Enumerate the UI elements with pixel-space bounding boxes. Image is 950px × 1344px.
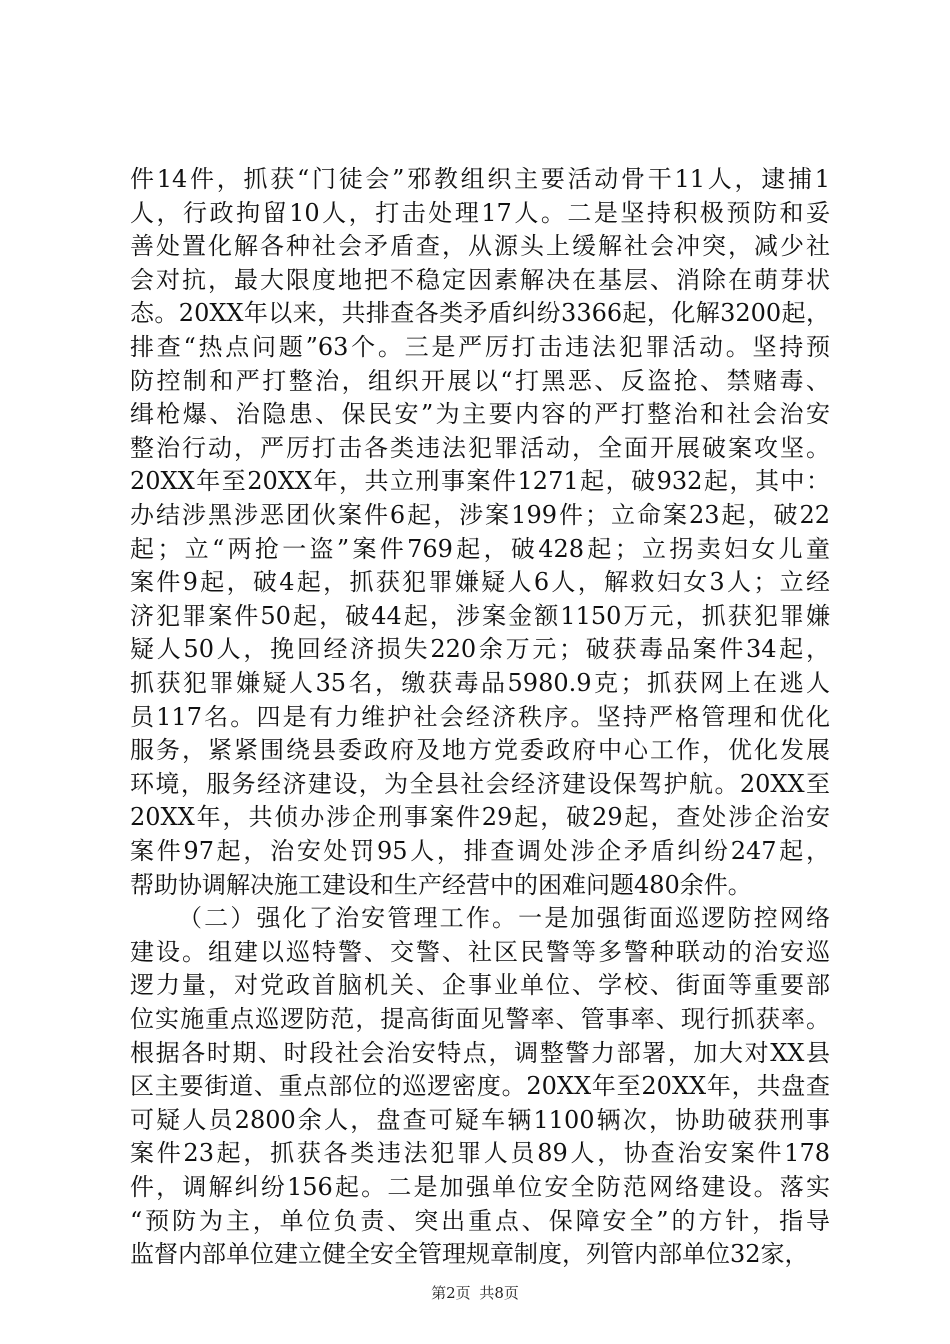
text-line: 抓获犯罪嫌疑人35名，缴获毒品5980.9克；抓获网上在逃人 — [130, 669, 830, 697]
text-line: 区主要街道、重点部位的巡逻密度。20XX年至20XX年，共盘查 — [130, 1072, 830, 1101]
text-line: 可疑人员2800余人，盘查可疑车辆1100辆次，协助破获刑事 — [130, 1105, 830, 1134]
page-total: 共8页 — [479, 1284, 519, 1302]
text-line: 件14件，抓获“门徒会”邪教组织主要活动骨干11人，逮捕1 — [130, 165, 830, 193]
text-line: 态。20XX年以来，共排查各类矛盾纠纷3366起，化解3200起， — [130, 299, 830, 328]
text-line: 缉枪爆、治隐患、保民安”为主要内容的严打整治和社会治安 — [130, 400, 830, 429]
text-line: 排查“热点问题”63个。三是严厉打击违法犯罪活动。坚持预 — [130, 333, 830, 361]
text-line: 逻力量，对党政首脑机关、企事业单位、学校、街面等重要部 — [130, 971, 830, 1000]
text-line: 建设。组建以巡特警、交警、社区民警等多警种联动的治安巡 — [130, 937, 830, 966]
text-line: 疑人50人，挽回经济损失220余万元；破获毒品案件34起， — [130, 635, 830, 664]
text-line: 20XX年至20XX年，共立刑事案件1271起，破932起，其中： — [130, 467, 830, 496]
text-line: 善处置化解各种社会矛盾查，从源头上缓解社会冲突，减少社 — [130, 232, 830, 261]
text-line: 办结涉黑涉恶团伙案件6起，涉案199件；立命案23起，破22 — [130, 501, 830, 529]
text-line: 案件9起，破4起，抓获犯罪嫌疑人6人，解救妇女3人；立经 — [130, 568, 830, 597]
page-footer — [0, 1282, 950, 1303]
text-line: 案件23起，抓获各类违法犯罪人员89人，协查治安案件178 — [130, 1139, 830, 1168]
text-line: 20XX年，共侦办涉企刑事案件29起，破29起，查处涉企治安 — [130, 803, 830, 832]
text-line: 帮助协调解决施工建设和生产经营中的困难问题480余件。 — [130, 870, 752, 899]
text-line: 位实施重点巡逻防范，提高街面见警率、管事率、现行抓获率。 — [130, 1005, 830, 1033]
text-line: 服务，紧紧围绕县委政府及地方党委政府中心工作，优化发展 — [130, 736, 830, 765]
text-line: 件，调解纠纷156起。二是加强单位安全防范网络建设。落实 — [130, 1173, 830, 1201]
text-line: 起；立“两抢一盗”案件769起，破428起；立拐卖妇女儿童 — [130, 534, 830, 563]
text-line: 济犯罪案件50起，破44起，涉案金额1150万元，抓获犯罪嫌 — [130, 601, 830, 630]
text-line: 人，行政拘留10人，打击处理17人。二是坚持积极预防和妥 — [130, 198, 830, 227]
text-line: 环境，服务经济建设，为全县社会经济建设保驾护航。20XX至 — [130, 769, 830, 798]
text-line: 防控制和严打整治，组织开展以“打黑恶、反盗抢、禁赌毒、 — [130, 366, 830, 395]
page-number: 第2页 — [431, 1284, 471, 1302]
text-line: “预防为主，单位负责、突出重点、保障安全”的方针，指导 — [130, 1206, 830, 1235]
text-line: （二）强化了治安管理工作。一是加强街面巡逻防控网络 — [178, 904, 830, 933]
text-line: 根据各时期、时段社会治安特点，调整警力部署，加大对XX县 — [130, 1038, 830, 1067]
text-line: 员117名。四是有力维护社会经济秩序。坚持严格管理和优化 — [130, 702, 830, 731]
text-line: 会对抗，最大限度地把不稳定因素解决在基层、消除在萌芽状 — [130, 265, 830, 294]
text-line: 监督内部单位建立健全安全管理规章制度，列管内部单位32家， — [130, 1240, 809, 1269]
text-line: 整治行动，严厉打击各类违法犯罪活动，全面开展破案攻坚。 — [130, 433, 830, 462]
text-line: 案件97起，治安处罚95人，排查调处涉企矛盾纠纷247起， — [130, 837, 830, 865]
